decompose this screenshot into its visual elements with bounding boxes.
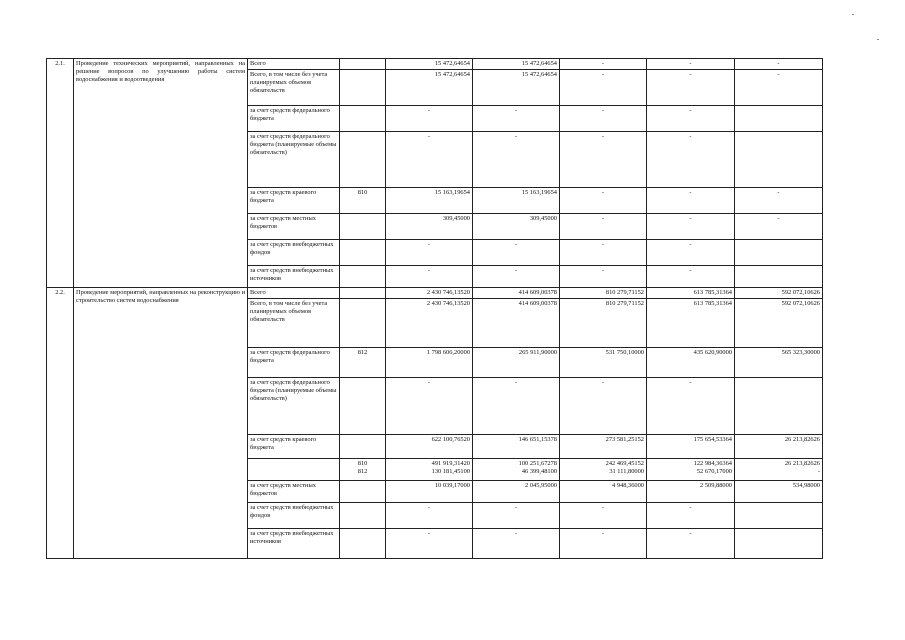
- amount-cell: 15 472,64654: [473, 70, 560, 106]
- amount-cell: 15 163,19654: [473, 188, 560, 214]
- budget-table: [46, 58, 823, 559]
- amount-cell: 175 654,53364: [647, 435, 735, 459]
- measure-title: Проведение технических мероприятий, направленных на решение вопросов по улучшению работы систем водоснабжения и водоотведения: [74, 59, 248, 288]
- table-row: [47, 288, 823, 299]
- amount-cell: -: [647, 266, 735, 288]
- amount-cell: -: [560, 59, 647, 70]
- source-label: за счет средств внебюджетных фондов: [248, 503, 340, 529]
- amount-cell: -: [647, 132, 735, 188]
- amount-cell: -: [735, 70, 823, 106]
- amount-cell: -: [560, 106, 647, 132]
- amount-cell: 414 609,00378: [473, 299, 560, 348]
- source-label: за счет средств местных бюджетов: [248, 214, 340, 240]
- amount-cell: 309,45000: [386, 214, 473, 240]
- amount-cell: 26 213,82626: [735, 435, 823, 459]
- amount-cell: -: [560, 214, 647, 240]
- amount-cell: 810 279,71152: [560, 288, 647, 299]
- budget-code: [340, 70, 386, 106]
- amount-cell: 435 620,90000: [647, 348, 735, 378]
- amount-cell: -: [560, 240, 647, 266]
- source-label: [248, 459, 340, 481]
- amount-cell: 622 100,76520: [386, 435, 473, 459]
- amount-cell: 15 472,64654: [386, 59, 473, 70]
- amount-cell: -: [647, 106, 735, 132]
- amount-cell: -: [735, 59, 823, 70]
- amount-cell: [735, 240, 823, 266]
- amount-cell: 414 609,00378: [473, 288, 560, 299]
- amount-cell: 592 072,10626: [735, 288, 823, 299]
- source-label: за счет средств местных бюджетов: [248, 481, 340, 503]
- table-row: [47, 59, 823, 70]
- amount-cell: 273 581,25152: [560, 435, 647, 459]
- source-label: Всего: [248, 288, 340, 299]
- amount-cell: 565 323,30000: [735, 348, 823, 378]
- amount-cell: 15 163,19654: [386, 188, 473, 214]
- amount-cell: 2 045,95000: [473, 481, 560, 503]
- row-number: 2.1.: [47, 59, 74, 288]
- amount-cell: 26 213,82626 -: [735, 459, 823, 481]
- amount-cell: -: [473, 378, 560, 435]
- amount-cell: [735, 266, 823, 288]
- source-label: за счет средств краевого бюджета: [248, 435, 340, 459]
- amount-cell: -: [647, 70, 735, 106]
- scan-artifact: [852, 14, 854, 15]
- amount-cell: -: [473, 266, 560, 288]
- budget-code: 810 812: [340, 459, 386, 481]
- amount-cell: -: [560, 529, 647, 559]
- amount-cell: 122 984,36364 52 670,17000: [647, 459, 735, 481]
- amount-cell: -: [647, 240, 735, 266]
- budget-code: [340, 106, 386, 132]
- amount-cell: -: [735, 214, 823, 240]
- amount-cell: -: [560, 503, 647, 529]
- amount-cell: -: [647, 188, 735, 214]
- amount-cell: 613 785,31364: [647, 299, 735, 348]
- amount-cell: 810 279,71152: [560, 299, 647, 348]
- budget-code: [340, 481, 386, 503]
- amount-cell: 242 469,45152 31 111,80000: [560, 459, 647, 481]
- row-number: 2.2.: [47, 288, 74, 559]
- amount-cell: -: [473, 529, 560, 559]
- amount-cell: 10 039,17000: [386, 481, 473, 503]
- source-label: Всего, в том числе без учета планируемых объемов обязательств: [248, 70, 340, 106]
- amount-cell: -: [473, 132, 560, 188]
- budget-code: 810: [340, 188, 386, 214]
- amount-cell: -: [647, 529, 735, 559]
- source-label: за счет средств федерального бюджета (планируемые объемы обязательств): [248, 132, 340, 188]
- budget-code: [340, 529, 386, 559]
- budget-code: 812: [340, 348, 386, 378]
- budget-code: [340, 214, 386, 240]
- amount-cell: 1 798 606,20000: [386, 348, 473, 378]
- amount-cell: 491 919,31420 130 181,45100: [386, 459, 473, 481]
- budget-code: [340, 266, 386, 288]
- source-label: за счет средств федерального бюджета (планируемые объемы обязательств): [248, 378, 340, 435]
- amount-cell: -: [560, 70, 647, 106]
- amount-cell: [735, 378, 823, 435]
- amount-cell: -: [560, 132, 647, 188]
- amount-cell: -: [386, 378, 473, 435]
- amount-cell: 100 251,67278 46 399,48100: [473, 459, 560, 481]
- source-label: Всего: [248, 59, 340, 70]
- amount-cell: -: [386, 240, 473, 266]
- source-label: за счет средств внебюджетных источников: [248, 529, 340, 559]
- amount-cell: 2 430 746,13520: [386, 288, 473, 299]
- amount-cell: -: [735, 188, 823, 214]
- amount-cell: -: [647, 378, 735, 435]
- amount-cell: -: [386, 529, 473, 559]
- budget-code: [340, 299, 386, 348]
- amount-cell: 613 785,31364: [647, 288, 735, 299]
- source-label: за счет средств федерального бюджета: [248, 348, 340, 378]
- budget-code: [340, 132, 386, 188]
- amount-cell: -: [386, 503, 473, 529]
- amount-cell: 309,45000: [473, 214, 560, 240]
- budget-code: [340, 435, 386, 459]
- amount-cell: -: [647, 503, 735, 529]
- amount-cell: -: [386, 132, 473, 188]
- amount-cell: -: [386, 266, 473, 288]
- amount-cell: 15 472,64654: [386, 70, 473, 106]
- amount-cell: 531 750,10000: [560, 348, 647, 378]
- measure-title: Проведение мероприятий, направленных на реконструкцию и строительство систем водоснабжения: [74, 288, 248, 559]
- amount-cell: -: [560, 188, 647, 214]
- amount-cell: -: [473, 240, 560, 266]
- source-label: за счет средств краевого бюджета: [248, 188, 340, 214]
- amount-cell: [735, 503, 823, 529]
- budget-code: [340, 59, 386, 70]
- amount-cell: 534,98000: [735, 481, 823, 503]
- budget-code: [340, 503, 386, 529]
- amount-cell: 146 651,15378: [473, 435, 560, 459]
- amount-cell: -: [473, 503, 560, 529]
- amount-cell: 2 430 746,13520: [386, 299, 473, 348]
- source-label: Всего, в том числе без учета планируемых объемов обязательств: [248, 299, 340, 348]
- budget-code: [340, 240, 386, 266]
- amount-cell: [735, 106, 823, 132]
- amount-cell: [735, 132, 823, 188]
- amount-cell: 4 948,36000: [560, 481, 647, 503]
- amount-cell: 15 472,64654: [473, 59, 560, 70]
- source-label: за счет средств федерального бюджета: [248, 106, 340, 132]
- amount-cell: -: [647, 59, 735, 70]
- amount-cell: -: [647, 214, 735, 240]
- budget-code: [340, 378, 386, 435]
- amount-cell: [735, 529, 823, 559]
- budget-code: [340, 288, 386, 299]
- scan-artifact: [877, 39, 879, 40]
- amount-cell: 2 509,88000: [647, 481, 735, 503]
- amount-cell: 592 072,10626: [735, 299, 823, 348]
- source-label: за счет средств внебюджетных источников: [248, 266, 340, 288]
- amount-cell: 265 911,90000: [473, 348, 560, 378]
- amount-cell: -: [560, 266, 647, 288]
- source-label: за счет средств внебюджетных фондов: [248, 240, 340, 266]
- amount-cell: -: [560, 378, 647, 435]
- amount-cell: -: [473, 106, 560, 132]
- amount-cell: -: [386, 106, 473, 132]
